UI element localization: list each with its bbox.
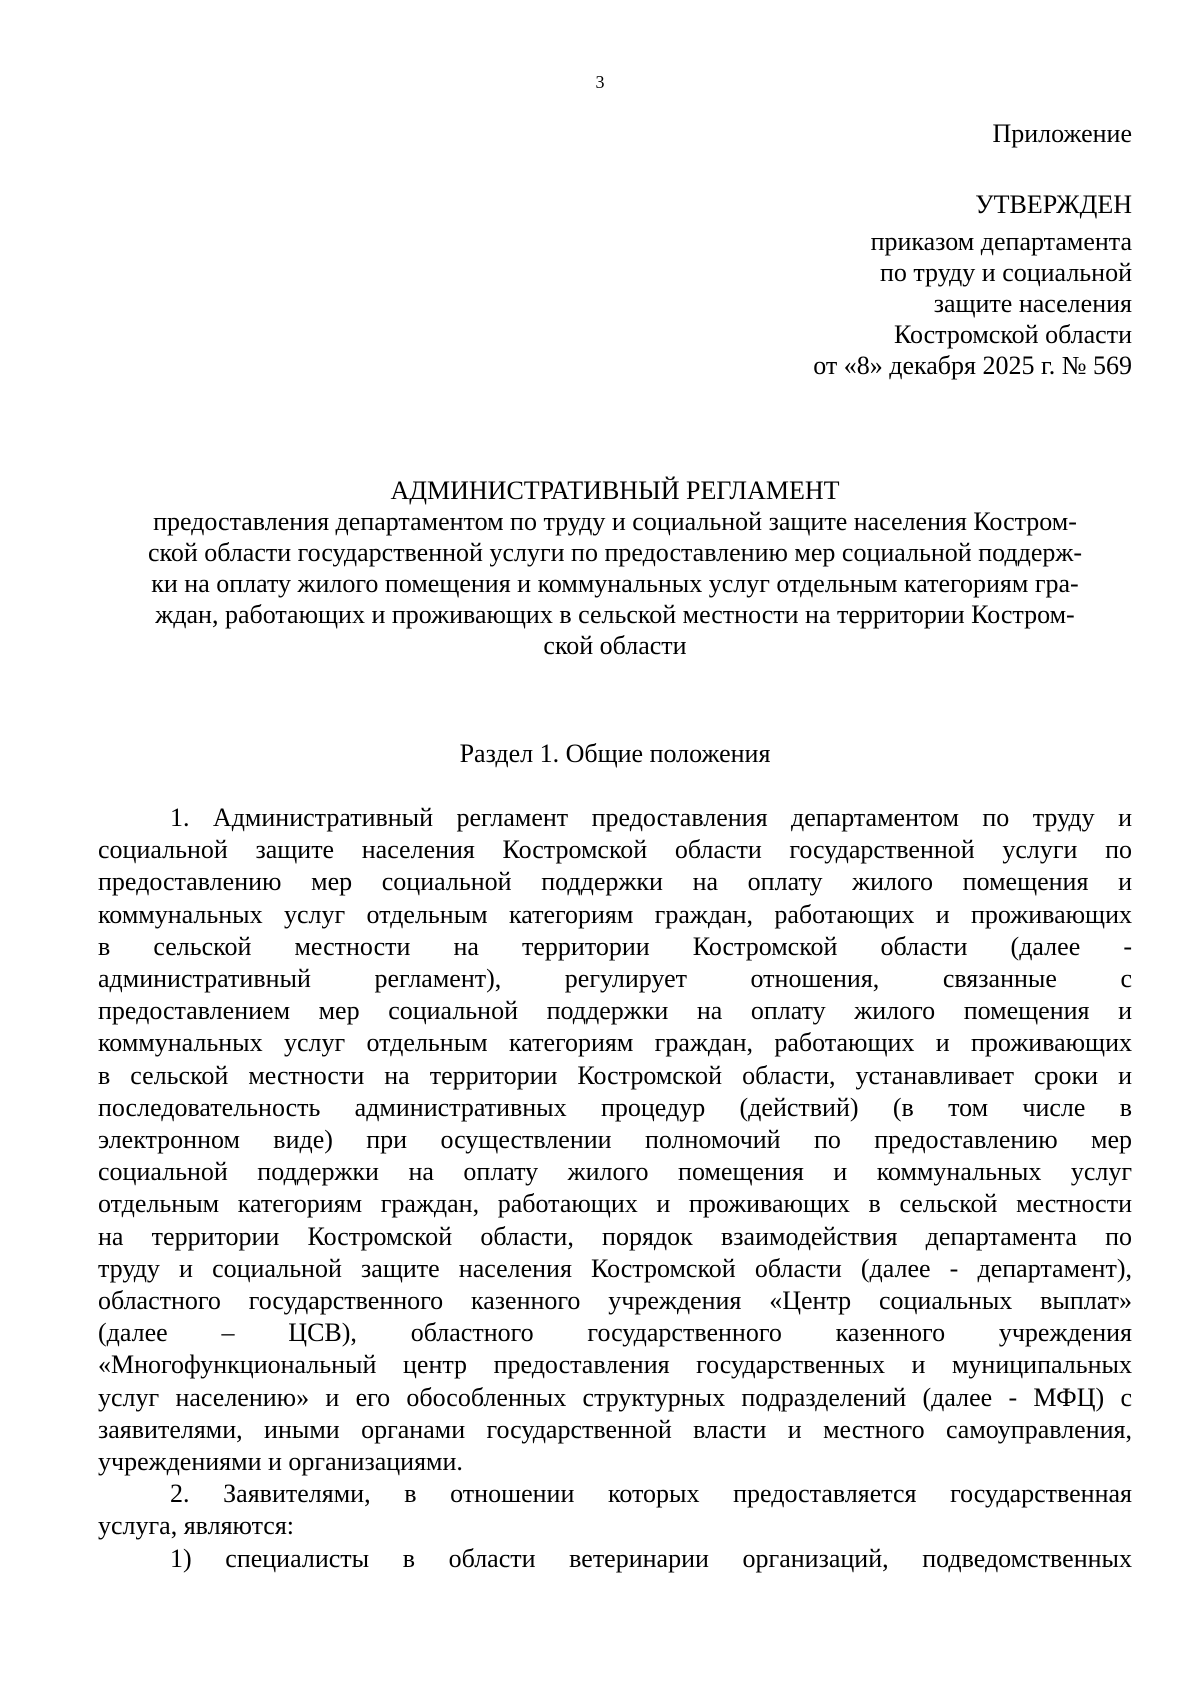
paragraph-line: учреждениями и организациями. [98, 1447, 463, 1477]
document-heading: АДМИНИСТРАТИВНЫЙ РЕГЛАМЕНТ [390, 476, 840, 505]
document-title [98, 475, 1132, 661]
paragraph-line: социальной поддержки на оплату жилого помещения и коммунальных услуг [98, 1157, 1132, 1187]
approval-line: Костромской области [893, 320, 1132, 349]
title-line: ской области [543, 631, 687, 660]
paragraph-line: предоставлению мер социальной поддержки на оплату жилого помещения и [98, 867, 1132, 897]
title-line: ки на оплату жилого помещения и коммунальных услуг отдельным категориям гра- [151, 569, 1079, 598]
approved-label: УТВЕРЖДЕН [975, 190, 1132, 219]
paragraph-line: административный регламент), регулирует отношения, связанные с [98, 964, 1132, 994]
body-text [98, 802, 1132, 1575]
paragraph-line: отдельным категориям граждан, работающих и проживающих в сельской местности [98, 1189, 1132, 1219]
paragraph-line: 2. Заявителями, в отношении которых предоставляется государственная [170, 1479, 1132, 1509]
paragraph-line: предоставлением мер социальной поддержки на оплату жилого помещения и [98, 996, 1132, 1026]
page-number: 3 [595, 72, 605, 92]
approval-block [813, 118, 1132, 381]
paragraph-line: последовательность административных процедур (действий) (в том числе в [98, 1092, 1132, 1122]
paragraph-line: коммунальных услуг отдельным категориям граждан, работающих и проживающих [98, 1028, 1132, 1058]
paragraph-line: социальной защите населения Костромской области государственной услуги по [98, 835, 1132, 865]
paragraph-line: услуг населению» и его обособленных структурных подразделений (далее - МФЦ) с [98, 1382, 1132, 1412]
paragraph-line: электронном виде) при осуществлении полномочий по предоставлению мер [98, 1125, 1132, 1155]
paragraph-line: труду и социальной защите населения Костромской области (далее - департамент), [98, 1253, 1132, 1283]
paragraph-line: областного государственного казенного учреждения «Центр социальных выплат» [98, 1286, 1132, 1316]
paragraph-line: 1. Административный регламент предоставления департаментом по труду и [170, 803, 1132, 832]
paragraph-line: в сельской местности на территории Костромской области, устанавливает сроки и [98, 1060, 1132, 1090]
title-line: предоставления департаментом по труду и социальной защите населения Костром- [153, 507, 1077, 536]
paragraph-line: в сельской местности на территории Костромской области (далее - [98, 931, 1132, 961]
title-line: ской области государственной услуги по предоставлению мер социальной поддерж- [147, 538, 1082, 567]
paragraph-line: услуга, являются: [98, 1511, 295, 1541]
approval-line: приказом департамента [870, 227, 1132, 256]
paragraph-line: коммунальных услуг отдельным категориям граждан, работающих и проживающих [98, 899, 1132, 929]
paragraph-line: заявителями, иными органами государственной власти и местного самоуправления, [98, 1414, 1132, 1444]
appendix-label: Приложение [992, 119, 1132, 148]
approval-line: по труду и социальной [879, 258, 1132, 287]
approval-line: защите населения [933, 289, 1132, 318]
section-title: Раздел 1. Общие положения [459, 739, 771, 768]
approval-date-number: от «8» декабря 2025 г. № 569 [813, 351, 1132, 380]
paragraph-line: (далее – ЦСВ), областного государственного казенного учреждения [98, 1318, 1132, 1348]
paragraph-line: 1) специалисты в области ветеринарии организаций, подведомственных [170, 1543, 1132, 1573]
paragraph-line: «Многофункциональный центр предоставления государственных и муниципальных [98, 1350, 1132, 1380]
paragraph-line: на территории Костромской области, порядок взаимодействия департамента по [98, 1221, 1132, 1251]
title-line: ждан, работающих и проживающих в сельской местности на территории Костром- [155, 600, 1075, 629]
